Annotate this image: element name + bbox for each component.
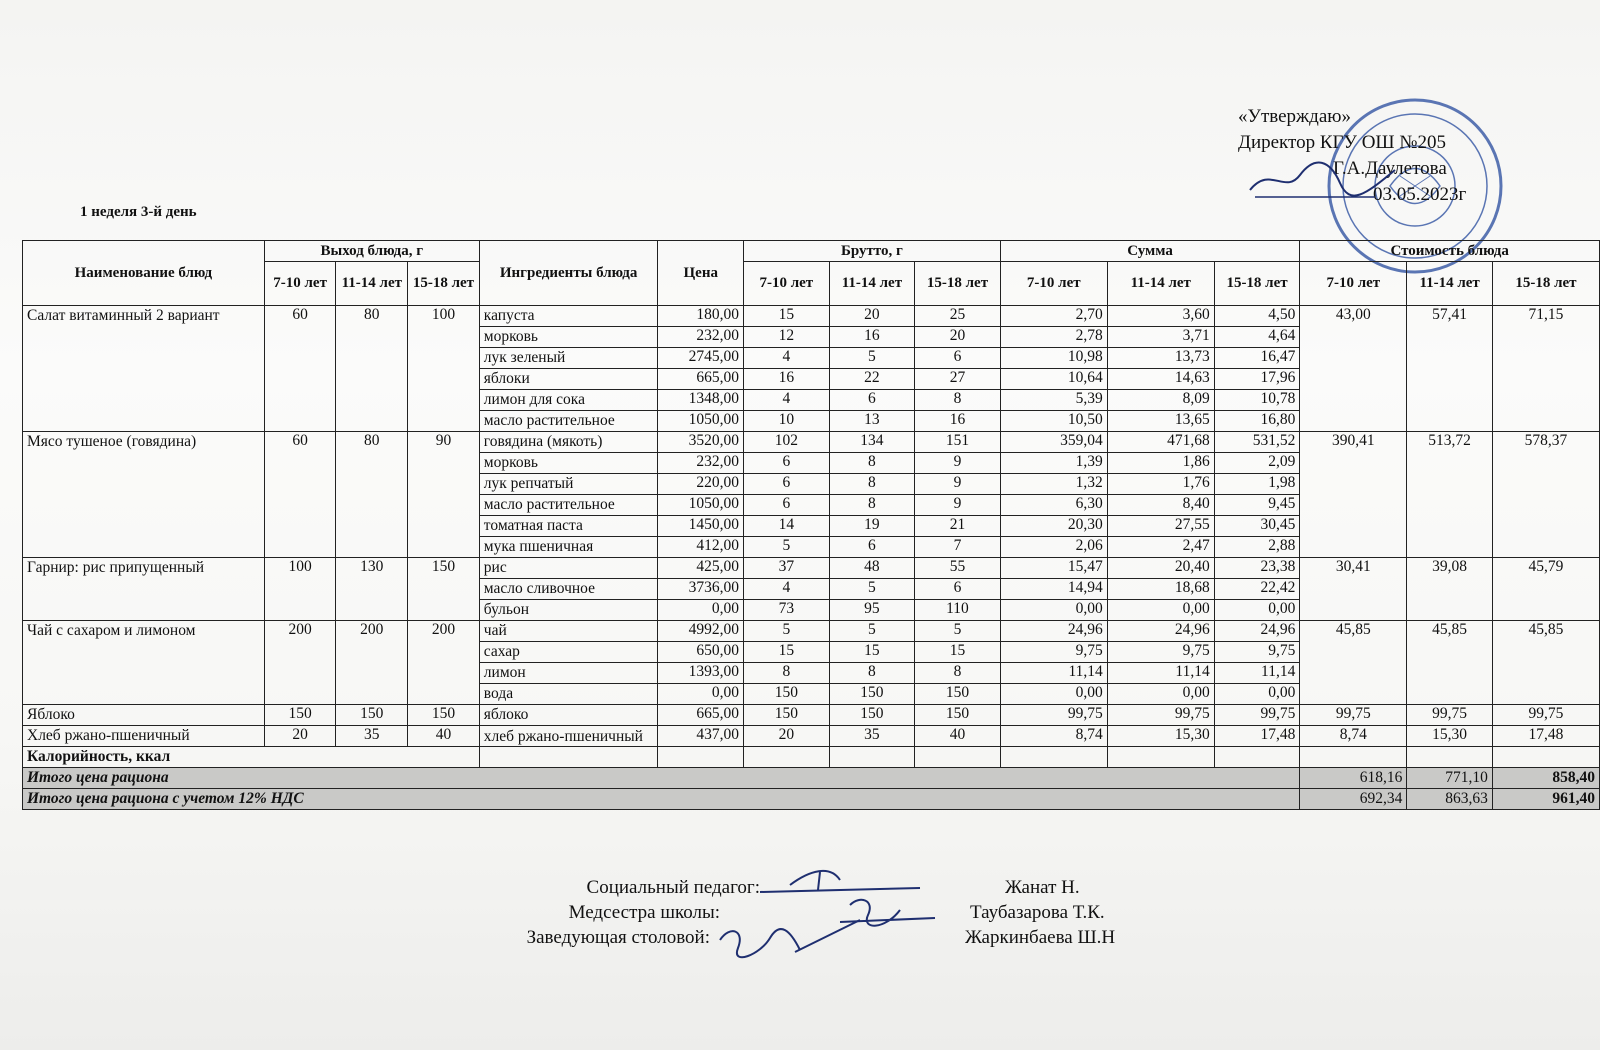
cost-11-14: 57,41 bbox=[1407, 306, 1493, 432]
col-output-15-18: 15-18 лет bbox=[408, 262, 480, 306]
total-15-18: 858,40 bbox=[1492, 768, 1599, 789]
table-header bbox=[23, 241, 1600, 306]
signer-name: Жанат Н. bbox=[1005, 877, 1080, 898]
dish-name: Чай с сахаром и лимоном bbox=[23, 621, 265, 705]
col-ingredients: Ингредиенты блюда bbox=[479, 241, 658, 306]
brutto-15-18: 150 bbox=[915, 705, 1001, 726]
ingredient-price: 1050,00 bbox=[658, 411, 744, 432]
total-vat-11-14: 863,63 bbox=[1407, 789, 1493, 810]
sum-15-18: 0,00 bbox=[1214, 600, 1300, 621]
dish-name: Яблоко bbox=[23, 705, 265, 726]
handwritten-signatures bbox=[700, 860, 960, 970]
col-cost-15-18: 15-18 лет bbox=[1492, 262, 1599, 306]
ingredient-name: капуста bbox=[479, 306, 658, 327]
sum-11-14: 0,00 bbox=[1107, 684, 1214, 705]
signer-name: Жаркинбаева Ш.Н bbox=[965, 927, 1116, 948]
brutto-11-14: 8 bbox=[829, 663, 915, 684]
col-sum-11-14: 11-14 лет bbox=[1107, 262, 1214, 306]
brutto-7-10: 4 bbox=[744, 390, 830, 411]
ingredient-price: 3520,00 bbox=[658, 432, 744, 453]
cost-11-14: 99,75 bbox=[1407, 705, 1493, 726]
sum-11-14: 8,09 bbox=[1107, 390, 1214, 411]
total-vat-7-10: 692,34 bbox=[1300, 789, 1407, 810]
sum-15-18: 2,88 bbox=[1214, 537, 1300, 558]
brutto-15-18: 15 bbox=[915, 642, 1001, 663]
brutto-7-10: 14 bbox=[744, 516, 830, 537]
output-7-10: 20 bbox=[264, 726, 336, 747]
sum-15-18: 0,00 bbox=[1214, 684, 1300, 705]
brutto-7-10: 150 bbox=[744, 705, 830, 726]
ingredient-price: 425,00 bbox=[658, 558, 744, 579]
brutto-7-10: 6 bbox=[744, 453, 830, 474]
brutto-11-14: 95 bbox=[829, 600, 915, 621]
cost-15-18: 45,79 bbox=[1492, 558, 1599, 621]
table-row bbox=[23, 621, 1600, 642]
cost-15-18: 71,15 bbox=[1492, 306, 1599, 432]
output-11-14: 80 bbox=[336, 306, 408, 432]
table-summary bbox=[23, 747, 1600, 810]
brutto-15-18: 150 bbox=[915, 684, 1001, 705]
sum-15-18: 9,75 bbox=[1214, 642, 1300, 663]
ingredient-price: 0,00 bbox=[658, 684, 744, 705]
ingredient-name: масло растительное bbox=[479, 495, 658, 516]
brutto-7-10: 10 bbox=[744, 411, 830, 432]
brutto-11-14: 48 bbox=[829, 558, 915, 579]
sum-15-18: 30,45 bbox=[1214, 516, 1300, 537]
ingredient-name: рис bbox=[479, 558, 658, 579]
sum-7-10: 20,30 bbox=[1000, 516, 1107, 537]
sum-7-10: 5,39 bbox=[1000, 390, 1107, 411]
sum-7-10: 24,96 bbox=[1000, 621, 1107, 642]
sum-7-10: 99,75 bbox=[1000, 705, 1107, 726]
ingredient-name: масло растительное bbox=[479, 411, 658, 432]
ingredient-name: лимон bbox=[479, 663, 658, 684]
brutto-11-14: 35 bbox=[829, 726, 915, 747]
brutto-15-18: 7 bbox=[915, 537, 1001, 558]
ingredient-price: 232,00 bbox=[658, 453, 744, 474]
cost-7-10: 99,75 bbox=[1300, 705, 1407, 726]
sum-11-14: 3,71 bbox=[1107, 327, 1214, 348]
sum-11-14: 1,76 bbox=[1107, 474, 1214, 495]
output-7-10: 150 bbox=[264, 705, 336, 726]
brutto-11-14: 16 bbox=[829, 327, 915, 348]
ingredient-name: яблоко bbox=[479, 705, 658, 726]
sum-15-18: 22,42 bbox=[1214, 579, 1300, 600]
ingredient-name: морковь bbox=[479, 453, 658, 474]
brutto-11-14: 13 bbox=[829, 411, 915, 432]
table-row bbox=[23, 726, 1600, 747]
brutto-7-10: 16 bbox=[744, 369, 830, 390]
sum-7-10: 10,98 bbox=[1000, 348, 1107, 369]
sum-15-18: 99,75 bbox=[1214, 705, 1300, 726]
cost-15-18: 17,48 bbox=[1492, 726, 1599, 747]
approval-line-1: «Утверждаю» bbox=[1238, 106, 1351, 127]
brutto-7-10: 20 bbox=[744, 726, 830, 747]
output-11-14: 35 bbox=[336, 726, 408, 747]
dish-name: Салат витаминный 2 вариант bbox=[23, 306, 265, 432]
brutto-7-10: 4 bbox=[744, 348, 830, 369]
output-11-14: 80 bbox=[336, 432, 408, 558]
sum-7-10: 14,94 bbox=[1000, 579, 1107, 600]
cost-7-10: 45,85 bbox=[1300, 621, 1407, 705]
cost-15-18: 99,75 bbox=[1492, 705, 1599, 726]
brutto-15-18: 27 bbox=[915, 369, 1001, 390]
brutto-15-18: 9 bbox=[915, 474, 1001, 495]
brutto-15-18: 8 bbox=[915, 663, 1001, 684]
ingredient-price: 180,00 bbox=[658, 306, 744, 327]
col-price: Цена bbox=[658, 241, 744, 306]
brutto-11-14: 19 bbox=[829, 516, 915, 537]
cost-11-14: 513,72 bbox=[1407, 432, 1493, 558]
sum-15-18: 4,50 bbox=[1214, 306, 1300, 327]
ingredient-name: чай bbox=[479, 621, 658, 642]
sum-11-14: 2,47 bbox=[1107, 537, 1214, 558]
brutto-7-10: 102 bbox=[744, 432, 830, 453]
sum-15-18: 9,45 bbox=[1214, 495, 1300, 516]
col-brutto-7-10: 7-10 лет bbox=[744, 262, 830, 306]
ingredient-name: томатная паста bbox=[479, 516, 658, 537]
approval-date: 03.05.2023г bbox=[1373, 184, 1467, 205]
brutto-15-18: 5 bbox=[915, 621, 1001, 642]
col-output: Выход блюда, г bbox=[264, 241, 479, 262]
brutto-7-10: 37 bbox=[744, 558, 830, 579]
output-11-14: 200 bbox=[336, 621, 408, 705]
brutto-15-18: 25 bbox=[915, 306, 1001, 327]
sum-11-14: 13,65 bbox=[1107, 411, 1214, 432]
col-sum: Сумма bbox=[1000, 241, 1300, 262]
sum-7-10: 10,50 bbox=[1000, 411, 1107, 432]
brutto-11-14: 6 bbox=[829, 537, 915, 558]
col-output-11-14: 11-14 лет bbox=[336, 262, 408, 306]
approval-line-3: Г.А.Даулетова bbox=[1333, 158, 1447, 179]
brutto-11-14: 15 bbox=[829, 642, 915, 663]
brutto-11-14: 8 bbox=[829, 474, 915, 495]
brutto-15-18: 151 bbox=[915, 432, 1001, 453]
table-body bbox=[23, 306, 1600, 747]
brutto-7-10: 5 bbox=[744, 621, 830, 642]
brutto-15-18: 9 bbox=[915, 495, 1001, 516]
brutto-7-10: 73 bbox=[744, 600, 830, 621]
table-row bbox=[23, 432, 1600, 453]
sum-7-10: 0,00 bbox=[1000, 684, 1107, 705]
brutto-15-18: 20 bbox=[915, 327, 1001, 348]
sum-7-10: 15,47 bbox=[1000, 558, 1107, 579]
cost-7-10: 390,41 bbox=[1300, 432, 1407, 558]
total-vat-15-18: 961,40 bbox=[1492, 789, 1599, 810]
dish-name: Гарнир: рис припущенный bbox=[23, 558, 265, 621]
director-signature bbox=[1245, 155, 1405, 205]
brutto-7-10: 150 bbox=[744, 684, 830, 705]
output-7-10: 60 bbox=[264, 306, 336, 432]
cost-11-14: 39,08 bbox=[1407, 558, 1493, 621]
ingredient-price: 1348,00 bbox=[658, 390, 744, 411]
sum-15-18: 23,38 bbox=[1214, 558, 1300, 579]
col-cost-7-10: 7-10 лет bbox=[1300, 262, 1407, 306]
sum-11-14: 3,60 bbox=[1107, 306, 1214, 327]
sum-11-14: 13,73 bbox=[1107, 348, 1214, 369]
brutto-11-14: 150 bbox=[829, 684, 915, 705]
output-7-10: 60 bbox=[264, 432, 336, 558]
sum-15-18: 10,78 bbox=[1214, 390, 1300, 411]
table-row bbox=[23, 558, 1600, 579]
brutto-11-14: 5 bbox=[829, 348, 915, 369]
output-15-18: 40 bbox=[408, 726, 480, 747]
sum-11-14: 99,75 bbox=[1107, 705, 1214, 726]
brutto-15-18: 40 bbox=[915, 726, 1001, 747]
output-15-18: 150 bbox=[408, 705, 480, 726]
ingredient-name: лук зеленый bbox=[479, 348, 658, 369]
sum-7-10: 2,70 bbox=[1000, 306, 1107, 327]
brutto-15-18: 16 bbox=[915, 411, 1001, 432]
ingredient-price: 2745,00 bbox=[658, 348, 744, 369]
ingredient-name: лимон для сока bbox=[479, 390, 658, 411]
ingredient-name: говядина (мякоть) bbox=[479, 432, 658, 453]
sum-11-14: 8,40 bbox=[1107, 495, 1214, 516]
sum-7-10: 9,75 bbox=[1000, 642, 1107, 663]
output-7-10: 200 bbox=[264, 621, 336, 705]
brutto-7-10: 15 bbox=[744, 642, 830, 663]
brutto-11-14: 8 bbox=[829, 495, 915, 516]
ingredient-name: вода bbox=[479, 684, 658, 705]
ingredient-price: 665,00 bbox=[658, 705, 744, 726]
sum-7-10: 8,74 bbox=[1000, 726, 1107, 747]
sum-11-14: 20,40 bbox=[1107, 558, 1214, 579]
output-15-18: 200 bbox=[408, 621, 480, 705]
menu-table bbox=[22, 240, 1600, 810]
brutto-15-18: 8 bbox=[915, 390, 1001, 411]
ingredient-price: 437,00 bbox=[658, 726, 744, 747]
output-11-14: 150 bbox=[336, 705, 408, 726]
ingredient-price: 1050,00 bbox=[658, 495, 744, 516]
sum-11-14: 27,55 bbox=[1107, 516, 1214, 537]
ingredient-price: 3736,00 bbox=[658, 579, 744, 600]
brutto-11-14: 5 bbox=[829, 621, 915, 642]
sum-7-10: 11,14 bbox=[1000, 663, 1107, 684]
col-output-7-10: 7-10 лет bbox=[264, 262, 336, 306]
output-15-18: 100 bbox=[408, 306, 480, 432]
sum-11-14: 24,96 bbox=[1107, 621, 1214, 642]
sum-11-14: 471,68 bbox=[1107, 432, 1214, 453]
brutto-11-14: 6 bbox=[829, 390, 915, 411]
brutto-15-18: 55 bbox=[915, 558, 1001, 579]
total-7-10: 618,16 bbox=[1300, 768, 1407, 789]
total-label: Итого цена рациона bbox=[23, 768, 1300, 789]
output-7-10: 100 bbox=[264, 558, 336, 621]
col-cost: Стоимость блюда bbox=[1300, 241, 1600, 262]
brutto-7-10: 12 bbox=[744, 327, 830, 348]
brutto-11-14: 150 bbox=[829, 705, 915, 726]
sum-11-14: 18,68 bbox=[1107, 579, 1214, 600]
signer-name: Таубазарова Т.К. bbox=[970, 902, 1105, 923]
cost-7-10: 30,41 bbox=[1300, 558, 1407, 621]
sum-11-14: 14,63 bbox=[1107, 369, 1214, 390]
ingredient-price: 1450,00 bbox=[658, 516, 744, 537]
signer-role: Социальный педагог: bbox=[586, 877, 760, 898]
sum-7-10: 359,04 bbox=[1000, 432, 1107, 453]
col-brutto-15-18: 15-18 лет bbox=[915, 262, 1001, 306]
ingredient-name: яблоки bbox=[479, 369, 658, 390]
ingredient-price: 232,00 bbox=[658, 327, 744, 348]
sum-15-18: 17,96 bbox=[1214, 369, 1300, 390]
sum-7-10: 0,00 bbox=[1000, 600, 1107, 621]
ingredient-price: 220,00 bbox=[658, 474, 744, 495]
ingredient-name: масло сливочное bbox=[479, 579, 658, 600]
sum-15-18: 17,48 bbox=[1214, 726, 1300, 747]
sum-11-14: 15,30 bbox=[1107, 726, 1214, 747]
sum-7-10: 2,06 bbox=[1000, 537, 1107, 558]
ingredient-price: 0,00 bbox=[658, 600, 744, 621]
ingredient-price: 650,00 bbox=[658, 642, 744, 663]
brutto-7-10: 6 bbox=[744, 495, 830, 516]
total-vat-label: Итого цена рациона с учетом 12% НДС bbox=[23, 789, 1300, 810]
signer-role: Медсестра школы: bbox=[568, 902, 720, 923]
ingredient-name: хлеб ржано-пшеничный bbox=[479, 726, 658, 747]
sum-15-18: 2,09 bbox=[1214, 453, 1300, 474]
output-15-18: 90 bbox=[408, 432, 480, 558]
table-row bbox=[23, 306, 1600, 327]
sum-15-18: 16,80 bbox=[1214, 411, 1300, 432]
col-dish-name: Наименование блюд bbox=[23, 241, 265, 306]
ingredient-name: мука пшеничная bbox=[479, 537, 658, 558]
brutto-15-18: 6 bbox=[915, 579, 1001, 600]
table-row bbox=[23, 705, 1600, 726]
total-11-14: 771,10 bbox=[1407, 768, 1493, 789]
brutto-11-14: 20 bbox=[829, 306, 915, 327]
sum-15-18: 1,98 bbox=[1214, 474, 1300, 495]
output-15-18: 150 bbox=[408, 558, 480, 621]
brutto-7-10: 4 bbox=[744, 579, 830, 600]
brutto-11-14: 5 bbox=[829, 579, 915, 600]
ingredient-name: лук репчатый bbox=[479, 474, 658, 495]
sum-7-10: 1,32 bbox=[1000, 474, 1107, 495]
sum-15-18: 11,14 bbox=[1214, 663, 1300, 684]
sum-7-10: 10,64 bbox=[1000, 369, 1107, 390]
col-brutto-11-14: 11-14 лет bbox=[829, 262, 915, 306]
brutto-15-18: 110 bbox=[915, 600, 1001, 621]
col-cost-11-14: 11-14 лет bbox=[1407, 262, 1493, 306]
col-sum-15-18: 15-18 лет bbox=[1214, 262, 1300, 306]
cost-11-14: 15,30 bbox=[1407, 726, 1493, 747]
brutto-7-10: 8 bbox=[744, 663, 830, 684]
ingredient-price: 412,00 bbox=[658, 537, 744, 558]
cost-7-10: 8,74 bbox=[1300, 726, 1407, 747]
sum-11-14: 11,14 bbox=[1107, 663, 1214, 684]
ingredient-name: морковь bbox=[479, 327, 658, 348]
col-sum-7-10: 7-10 лет bbox=[1000, 262, 1107, 306]
brutto-11-14: 22 bbox=[829, 369, 915, 390]
brutto-7-10: 5 bbox=[744, 537, 830, 558]
output-11-14: 130 bbox=[336, 558, 408, 621]
sum-7-10: 6,30 bbox=[1000, 495, 1107, 516]
sum-7-10: 1,39 bbox=[1000, 453, 1107, 474]
brutto-15-18: 21 bbox=[915, 516, 1001, 537]
sum-11-14: 9,75 bbox=[1107, 642, 1214, 663]
brutto-7-10: 15 bbox=[744, 306, 830, 327]
sum-15-18: 16,47 bbox=[1214, 348, 1300, 369]
brutto-11-14: 8 bbox=[829, 453, 915, 474]
cost-11-14: 45,85 bbox=[1407, 621, 1493, 705]
brutto-15-18: 9 bbox=[915, 453, 1001, 474]
ingredient-name: бульон bbox=[479, 600, 658, 621]
signer-role: Заведующая столовой: bbox=[526, 927, 710, 948]
sum-15-18: 4,64 bbox=[1214, 327, 1300, 348]
ingredient-name: сахар bbox=[479, 642, 658, 663]
brutto-15-18: 6 bbox=[915, 348, 1001, 369]
sum-11-14: 1,86 bbox=[1107, 453, 1214, 474]
calories-label: Калорийность, ккал bbox=[23, 747, 480, 768]
cost-15-18: 578,37 bbox=[1492, 432, 1599, 558]
ingredient-price: 1393,00 bbox=[658, 663, 744, 684]
sum-7-10: 2,78 bbox=[1000, 327, 1107, 348]
ingredient-price: 665,00 bbox=[658, 369, 744, 390]
brutto-7-10: 6 bbox=[744, 474, 830, 495]
brutto-11-14: 134 bbox=[829, 432, 915, 453]
col-brutto: Брутто, г bbox=[744, 241, 1001, 262]
dish-name: Мясо тушеное (говядина) bbox=[23, 432, 265, 558]
approval-line-2: Директор КГУ ОШ №205 bbox=[1238, 132, 1446, 153]
cost-7-10: 43,00 bbox=[1300, 306, 1407, 432]
sum-15-18: 531,52 bbox=[1214, 432, 1300, 453]
sum-11-14: 0,00 bbox=[1107, 600, 1214, 621]
ingredient-price: 4992,00 bbox=[658, 621, 744, 642]
day-title: 1 неделя 3-й день bbox=[80, 204, 197, 220]
sum-15-18: 24,96 bbox=[1214, 621, 1300, 642]
cost-15-18: 45,85 bbox=[1492, 621, 1599, 705]
dish-name: Хлеб ржано-пшеничный bbox=[23, 726, 265, 747]
